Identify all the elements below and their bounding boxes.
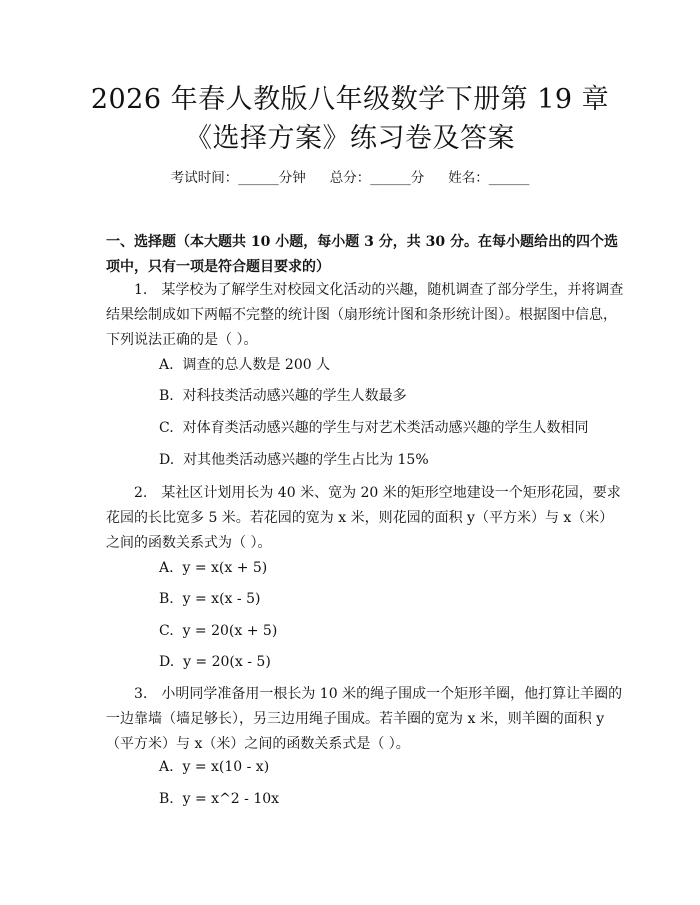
question-1: 1. 某学校为了解学生对校园文化活动的兴趣，随机调查了部分学生，并将调查结果绘制成如下两幅不完整的统计图（扇形统计图和条形统计图）。根据图中信息，下列说法正确的是（ ）。 xyxy=(106,282,624,348)
q2-option-d: D. y = 20(x - 5) xyxy=(159,654,271,670)
q2-option-b: B. y = x(x - 5) xyxy=(159,591,261,607)
title-line-2: 《选择方案》练习卷及答案 xyxy=(185,123,515,154)
q3-option-b: B. y = x^2 - 10x xyxy=(159,791,280,807)
exam-name: 姓名：______ xyxy=(448,170,530,186)
q1-option-b: B. 对科技类活动感兴趣的学生人数最多 xyxy=(159,388,407,404)
section-heading: 一、选择题（本大题共 10 小题，每小题 3 分，共 30 分。在每小题给出的四个选项中，只有一项是符合题目要求的） xyxy=(106,234,618,275)
question-3: 3. 小明同学准备用一根长为 10 米的绳子围成一个矩形羊圈，他打算让羊圈的一边靠墙（墙足够长），另三边用绳子围成。若羊圈的宽为 x 米，则羊圈的面积 y（平方米）与 x（米）之间的函数关系式是（ ）。 xyxy=(106,686,623,752)
q3-option-a: A. y = x(10 - x) xyxy=(159,759,270,775)
q2-option-c: C. y = 20(x + 5) xyxy=(159,623,278,639)
q1-option-c: C. 对体育类活动感兴趣的学生与对艺术类活动感兴趣的学生人数相同 xyxy=(159,420,589,436)
q1-option-d: D. 对其他类活动感兴趣的学生占比为 15% xyxy=(159,452,429,468)
exam-meta xyxy=(0,168,700,188)
q2-option-a: A. y = x(x + 5) xyxy=(159,560,268,576)
title-line-1: 2026 年春人教版八年级数学下册第 19 章 xyxy=(90,84,610,115)
exam-time: 考试时间：______分钟 xyxy=(170,170,306,186)
exam-score: 总分：______分 xyxy=(329,170,425,186)
question-2: 2. 某社区计划用长为 40 米、宽为 20 米的矩形空地建设一个矩形花园，要求花园的长比宽多 5 米。若花园的宽为 x 米，则花园的面积 y（平方米）与 x（米）之间的函数关系式为（ ）。 xyxy=(106,485,621,551)
q1-option-a: A. 调查的总人数是 200 人 xyxy=(159,357,331,373)
